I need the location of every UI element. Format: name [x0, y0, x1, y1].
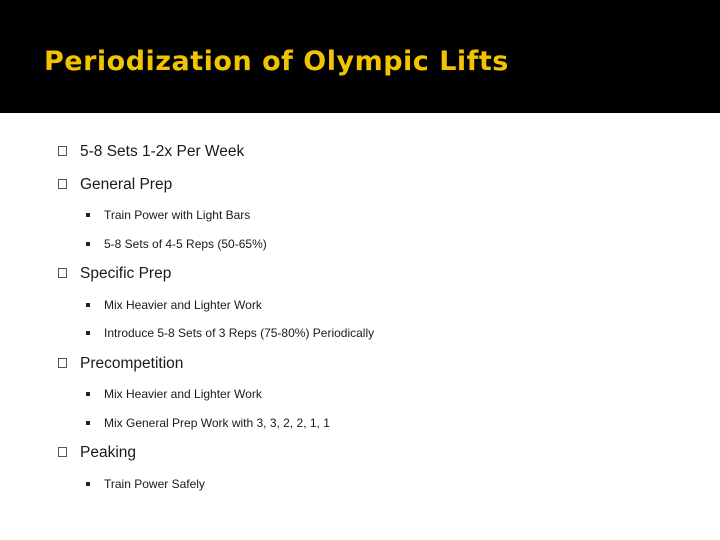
box-bullet-icon: [58, 179, 67, 189]
square-bullet-icon: [86, 421, 90, 425]
square-bullet-icon: [86, 303, 90, 307]
sub-bullet-item: [86, 387, 262, 401]
sub-bullet-text: Mix Heavier and Lighter Work: [104, 298, 262, 312]
sub-bullet-item: [86, 477, 205, 491]
sub-bullet-item: [86, 237, 267, 251]
bullet-item: [58, 444, 136, 462]
bullet-text: General Prep: [80, 176, 173, 193]
box-bullet-icon: [58, 268, 67, 278]
square-bullet-icon: [86, 213, 90, 217]
sub-bullet-text: Mix Heavier and Lighter Work: [104, 387, 262, 401]
square-bullet-icon: [86, 331, 90, 335]
bullet-item: [58, 265, 171, 283]
sub-bullet-item: [86, 326, 374, 340]
sub-bullet-item: [86, 416, 330, 430]
sub-bullet-item: [86, 298, 262, 312]
square-bullet-icon: [86, 242, 90, 246]
sub-bullet-text: Train Power with Light Bars: [104, 208, 251, 222]
box-bullet-icon: [58, 358, 67, 368]
bullet-item: [58, 143, 244, 161]
square-bullet-icon: [86, 392, 90, 396]
bullet-text: Specific Prep: [80, 265, 172, 282]
bullet-text: 5-8 Sets 1-2x Per Week: [80, 143, 245, 160]
square-bullet-icon: [86, 482, 90, 486]
sub-bullet-text: 5-8 Sets of 4-5 Reps (50-65%): [104, 237, 267, 251]
bullet-text: Peaking: [80, 444, 137, 461]
box-bullet-icon: [58, 447, 67, 457]
box-bullet-icon: [58, 146, 67, 156]
bullet-text: Precompetition: [80, 355, 184, 372]
sub-bullet-text: Introduce 5-8 Sets of 3 Reps (75-80%) Periodically: [104, 326, 375, 340]
bullet-item: [58, 176, 172, 194]
bullet-item: [58, 355, 183, 373]
sub-bullet-text: Train Power Safely: [104, 477, 205, 491]
sub-bullet-text: Mix General Prep Work with 3, 3, 2, 2, 1, 1: [104, 416, 330, 430]
sub-bullet-item: [86, 208, 250, 222]
slide-title: Periodization of Olympic Lifts: [44, 46, 509, 77]
